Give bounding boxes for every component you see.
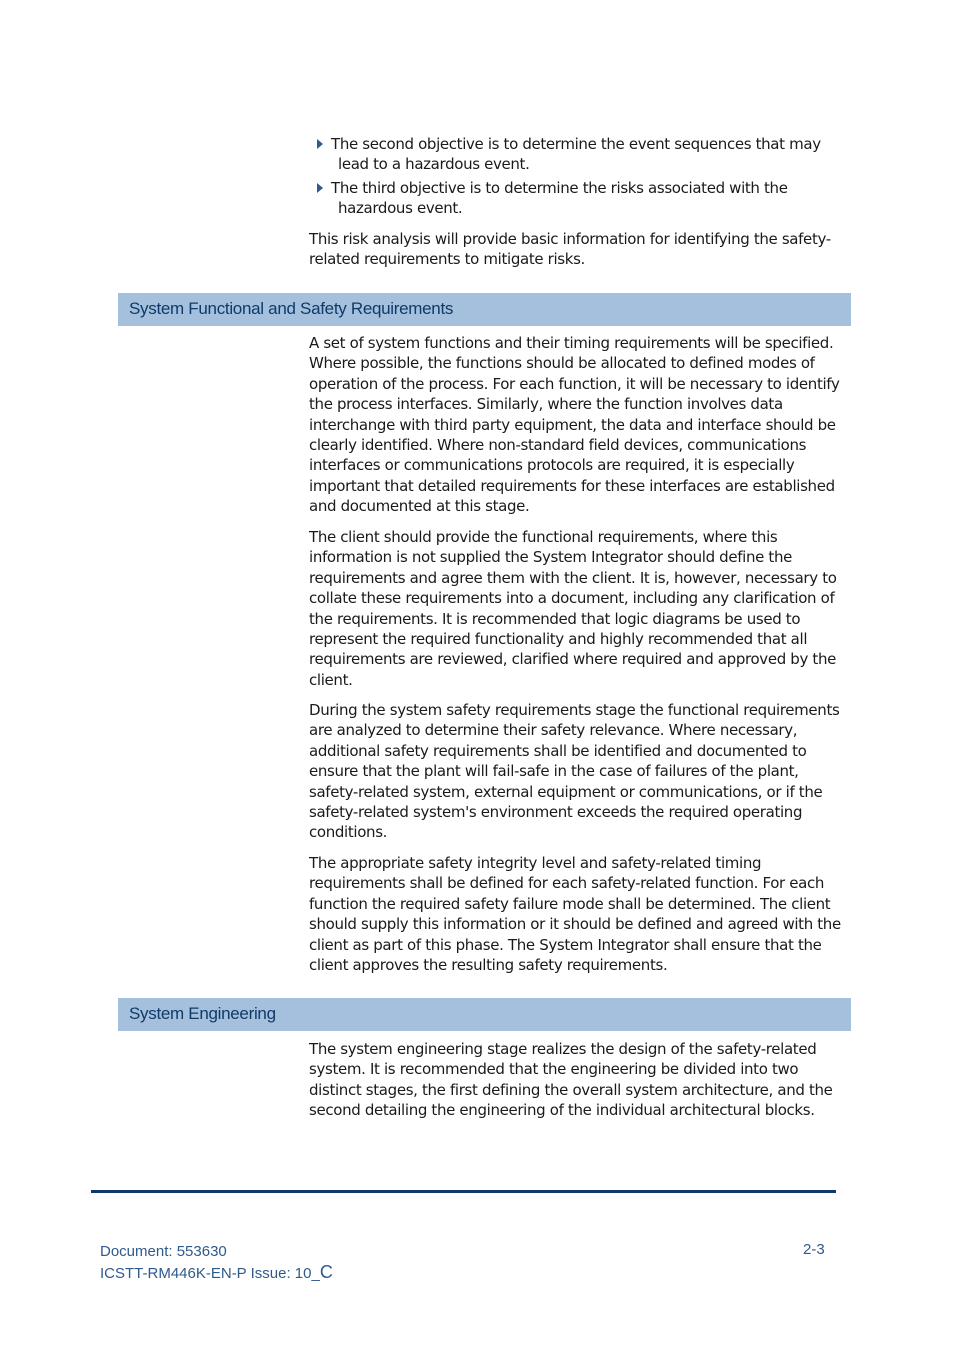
bullet-line: The second objective is to determine the event sequences that may xyxy=(331,135,821,153)
body-paragraph: The client should provide the functional requirements, where this information is not supplied the System Integrator should define the requirements and agree them with the client. It is, however, necessary to collate these requirements into a document, including any clarification of the requirements. It is recommended that logic diagrams be used to represent the required functionality and highly recommended that all requirements are reviewed, clarified where required and approved by the client. xyxy=(309,528,837,689)
intro-bullet-list xyxy=(314,134,834,222)
bullet-line: The third objective is to determine the risks associated with the xyxy=(331,178,788,197)
body-paragraph: A set of system functions and their timing requirements will be specified. Where possible, the functions should be allocated to defined modes of operation of the process. For each function, it will be necessary to identify the process interfaces. Similarly, where the function involves data interchange with third party equipment, the data and interface should be clearly identified. Where non-standard field devices, communications interfaces or communications protocols are required, it is especially important that detailed requirements for these interfaces are established and documented at this stage. xyxy=(309,334,840,516)
section-heading-bar xyxy=(118,998,851,1031)
section-heading: System Functional and Safety Requirements xyxy=(129,299,454,318)
bullet-item xyxy=(314,178,834,219)
bullet-line: hazardous event. xyxy=(338,199,463,218)
document-number: Document: 553630 xyxy=(100,1243,227,1260)
footer-divider xyxy=(91,1190,836,1193)
page-number: 2-3 xyxy=(803,1241,825,1258)
issue-text: ICSTT-RM446K-EN-P Issue: 10_ xyxy=(100,1265,320,1282)
triangle-bullet-icon xyxy=(317,139,323,149)
triangle-bullet-icon xyxy=(317,183,323,193)
bullet-text xyxy=(331,134,834,175)
document-issue xyxy=(100,1262,333,1284)
body-paragraph: The appropriate safety integrity level and safety-related timing requirements shall be defined for each safety-related function. For each function the required safety failure mode shall be determined. The client should supply this information or it should be defined and agreed with the client as part of this phase. The System Integrator shall ensure that the client approves the resulting safety requirements. xyxy=(309,854,841,975)
bullet-item xyxy=(314,134,834,175)
issue-suffix: C xyxy=(319,1262,333,1282)
body-paragraph: The system engineering stage realizes the design of the safety-related system. It is recommended that the engineering be divided into two distinct stages, the first defining the overall system architecture, and the second detailing the engineering of the individual architectural blocks. xyxy=(309,1040,833,1120)
bullet-line: lead to a hazardous event. xyxy=(338,155,530,174)
footer-document-info xyxy=(100,1241,333,1284)
section-heading-bar xyxy=(118,293,851,326)
intro-paragraph: This risk analysis will provide basic information for identifying the safety-related requirements to mitigate risks. xyxy=(309,230,831,269)
body-paragraph: During the system safety requirements stage the functional requirements are analyzed to determine their safety relevance. Where necessary, additional safety requirements shall be identified and documented to ensure that the plant will fail-safe in the case of failures of the plant, safety-related system, external equipment or communications, or if the safety-related system's environment exceeds the required operating conditions. xyxy=(309,701,840,842)
bullet-text xyxy=(331,178,834,219)
section-heading: System Engineering xyxy=(129,1004,276,1023)
